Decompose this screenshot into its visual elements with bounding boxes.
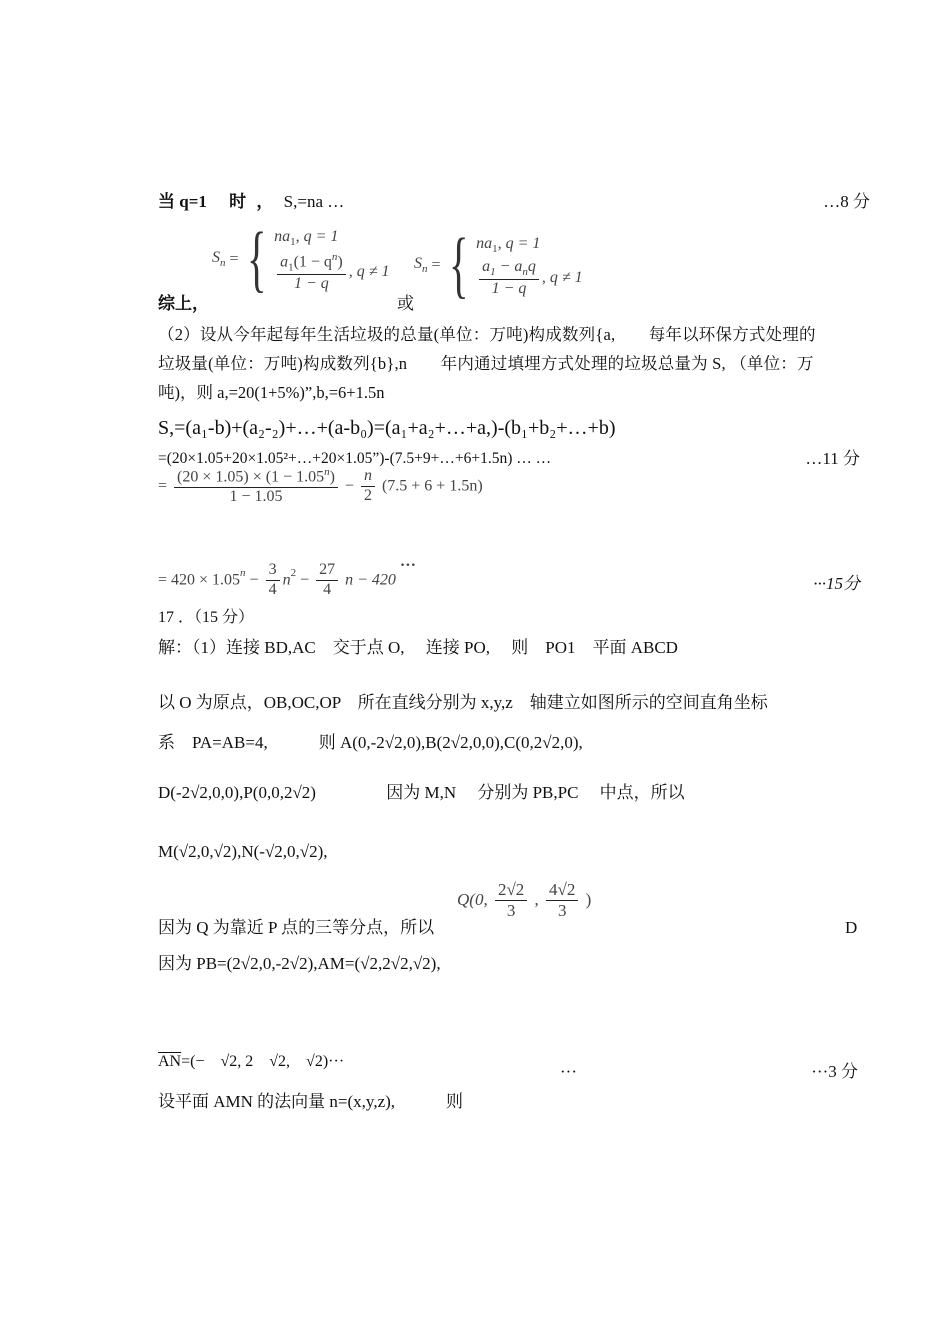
res-n2: n [282, 571, 291, 589]
f1-lhs: S [212, 248, 220, 266]
f2-num-q: q [527, 257, 536, 275]
coordinate-system-line: 系 PA=AB=4, 则 A(0,-2√2,0),B(2√2,0,0),C(0,2√2,0), [158, 733, 583, 752]
score-15: ···15分 [813, 574, 860, 593]
label-d: D [845, 918, 858, 937]
res-f-den: 4 [268, 580, 277, 598]
q-close: ) [585, 889, 592, 909]
an-line [158, 1052, 344, 1071]
plane-normal-line: 设平面 AMN 的法向量 n=(x,y,z), 则 [158, 1092, 464, 1111]
an-dots: ··· [560, 1062, 577, 1081]
piecewise-formula-1: $S_n$ = { $na_1$, q = 1 $\frac{a_1(1 - q^n)}{1 - q}$ , q ≠ 1 [212, 218, 390, 300]
res-minus: − [249, 571, 259, 589]
piecewise-formula-2: $S_n$ = { $na_1$, q = 1 $\frac{a_1 - a_nq}{1 - q}$ , q ≠ 1 [414, 224, 583, 306]
q-formula [457, 880, 591, 920]
score-8: …8 分 [823, 192, 870, 211]
f1-den: 1 − q [294, 274, 329, 292]
f1-num-tail: (1 − q [293, 252, 332, 270]
case-label: 当 q=1 [158, 192, 207, 211]
fraction-line [158, 466, 483, 506]
case-formula: S,=na … [283, 192, 345, 211]
f1-num-sub: 1 [288, 261, 294, 274]
q-d1: 3 [506, 900, 516, 920]
res-n2sup: 2 [290, 567, 297, 579]
res-g-num: 27 [316, 561, 338, 580]
an-vector: $\overline{AN}$ [158, 1053, 182, 1070]
res-minus2: − [300, 571, 310, 589]
frac-minus: − [344, 477, 354, 495]
point-d-line [158, 783, 685, 803]
q-n1: 2√2 [495, 880, 527, 901]
frac-den: 1 − 1.05 [229, 487, 283, 505]
score-11: …11 分 [805, 449, 860, 468]
q-d2: 3 [557, 900, 567, 920]
point-d-text: D(-2√2,0,0),P(0,0,2√2) [158, 783, 316, 802]
mn-points-line: M(√2,0,√2),N(-√2,0,√2), [158, 842, 328, 861]
f2-case1: na [476, 235, 493, 253]
frac-num-sup: n [324, 466, 330, 478]
f1-num-sup: n [331, 250, 338, 263]
q-n2: 4√2 [546, 880, 578, 901]
problem-17-header: 17 ．（15 分） [158, 609, 255, 626]
score-3: ···3 分 [811, 1062, 858, 1081]
frac-n-num: n [361, 467, 375, 486]
frac-num-close: ) [329, 468, 335, 486]
an-text: =(− √2, 2 √2, √2)··· [181, 1053, 345, 1070]
case-when: 时 [229, 192, 247, 211]
q-lead: Q(0, [457, 889, 492, 909]
f1-case1-tail: , q = 1 [295, 227, 339, 245]
f1-lhs-sub: n [220, 257, 226, 269]
res-f-num: 3 [266, 561, 280, 580]
f2-case1-sub: 1 [492, 243, 498, 256]
origin-line: 以 O 为原点，OB,OC,OP 所在直线分别为 x,y,z 轴建立如图所示的空间直角坐标 [158, 693, 768, 712]
case-q1-line [158, 192, 344, 212]
q-comma: , [534, 889, 544, 909]
frac-tail: (7.5 + 6 + 1.5n) [381, 477, 483, 495]
f1-case1: na [274, 227, 291, 245]
frac-n-den: 2 [363, 486, 372, 504]
f2-lhs: S [414, 254, 422, 272]
res-dots: ··· [399, 557, 416, 574]
frac-eq: = [158, 477, 168, 495]
pb-am-line: 因为 PB=(2√2,0,-2√2),AM=(√2,2√2,√2), [158, 954, 441, 973]
f1-case1-sub: 1 [290, 236, 296, 249]
frac-num: (20 × 1.05) × (1 − 1.05 [177, 468, 325, 486]
res-sup: n [240, 567, 246, 579]
f2-lhs-sub: n [422, 263, 428, 275]
f2-case1-tail: , q = 1 [497, 235, 541, 253]
part2-line-1: （2）设从今年起每年生活垃圾的总量(单位：万吨)构成数列{a, 每年以环保方式处理的 [158, 325, 816, 344]
f2-num-mid-sub: n [522, 265, 528, 278]
midpoint-text: 因为 M,N 分别为 PB,PC 中点，所以 [386, 783, 685, 802]
f2-num-a: a [482, 257, 491, 275]
f2-den: 1 − q [491, 279, 527, 297]
f1-num: a [280, 252, 289, 270]
f2-num-mid: − a [495, 257, 523, 275]
part2-line-3: 吨)，则 a,=20(1+5%)”,b,=6+1.5n [158, 383, 385, 402]
res-lead: = 420 × 1.05 [158, 571, 241, 589]
summary-label: 综上， [158, 294, 209, 313]
q-text: 因为 Q 为靠近 P 点的三等分点，所以 [158, 918, 435, 937]
s-sum-line: S,=(a₁-b)+(a₂-₂)+…+(a-b₀)=(a₁+a₂+…+a,)-(b₁+b₂+…+b) [158, 417, 616, 439]
solution-line-1: 解：（1）连接 BD,AC 交于点 O, 连接 PO, 则 PO1 平面 ABCD [158, 638, 678, 657]
res-tail: n − 420 [345, 571, 396, 589]
res-g-den: 4 [323, 580, 332, 598]
or-label: 或 [397, 294, 414, 313]
f1-case2-tail: , q ≠ 1 [348, 262, 390, 280]
f2-case2-tail: , q ≠ 1 [541, 268, 583, 286]
result-line [158, 556, 416, 599]
f2-num-a-sub: 1 [490, 265, 496, 278]
expansion-line: =(20×1.05+20×1.05²+…+20×1.05”)-(7.5+9+…+6+1.5n) … … [158, 450, 552, 467]
f1-num-close: ) [337, 252, 343, 270]
case-comma: ， [256, 192, 274, 211]
part2-line-2: 垃圾量(单位：万吨)构成数列{b},n 年内通过填埋方式处理的垃圾总量为 S, （单位：万 [158, 354, 814, 373]
